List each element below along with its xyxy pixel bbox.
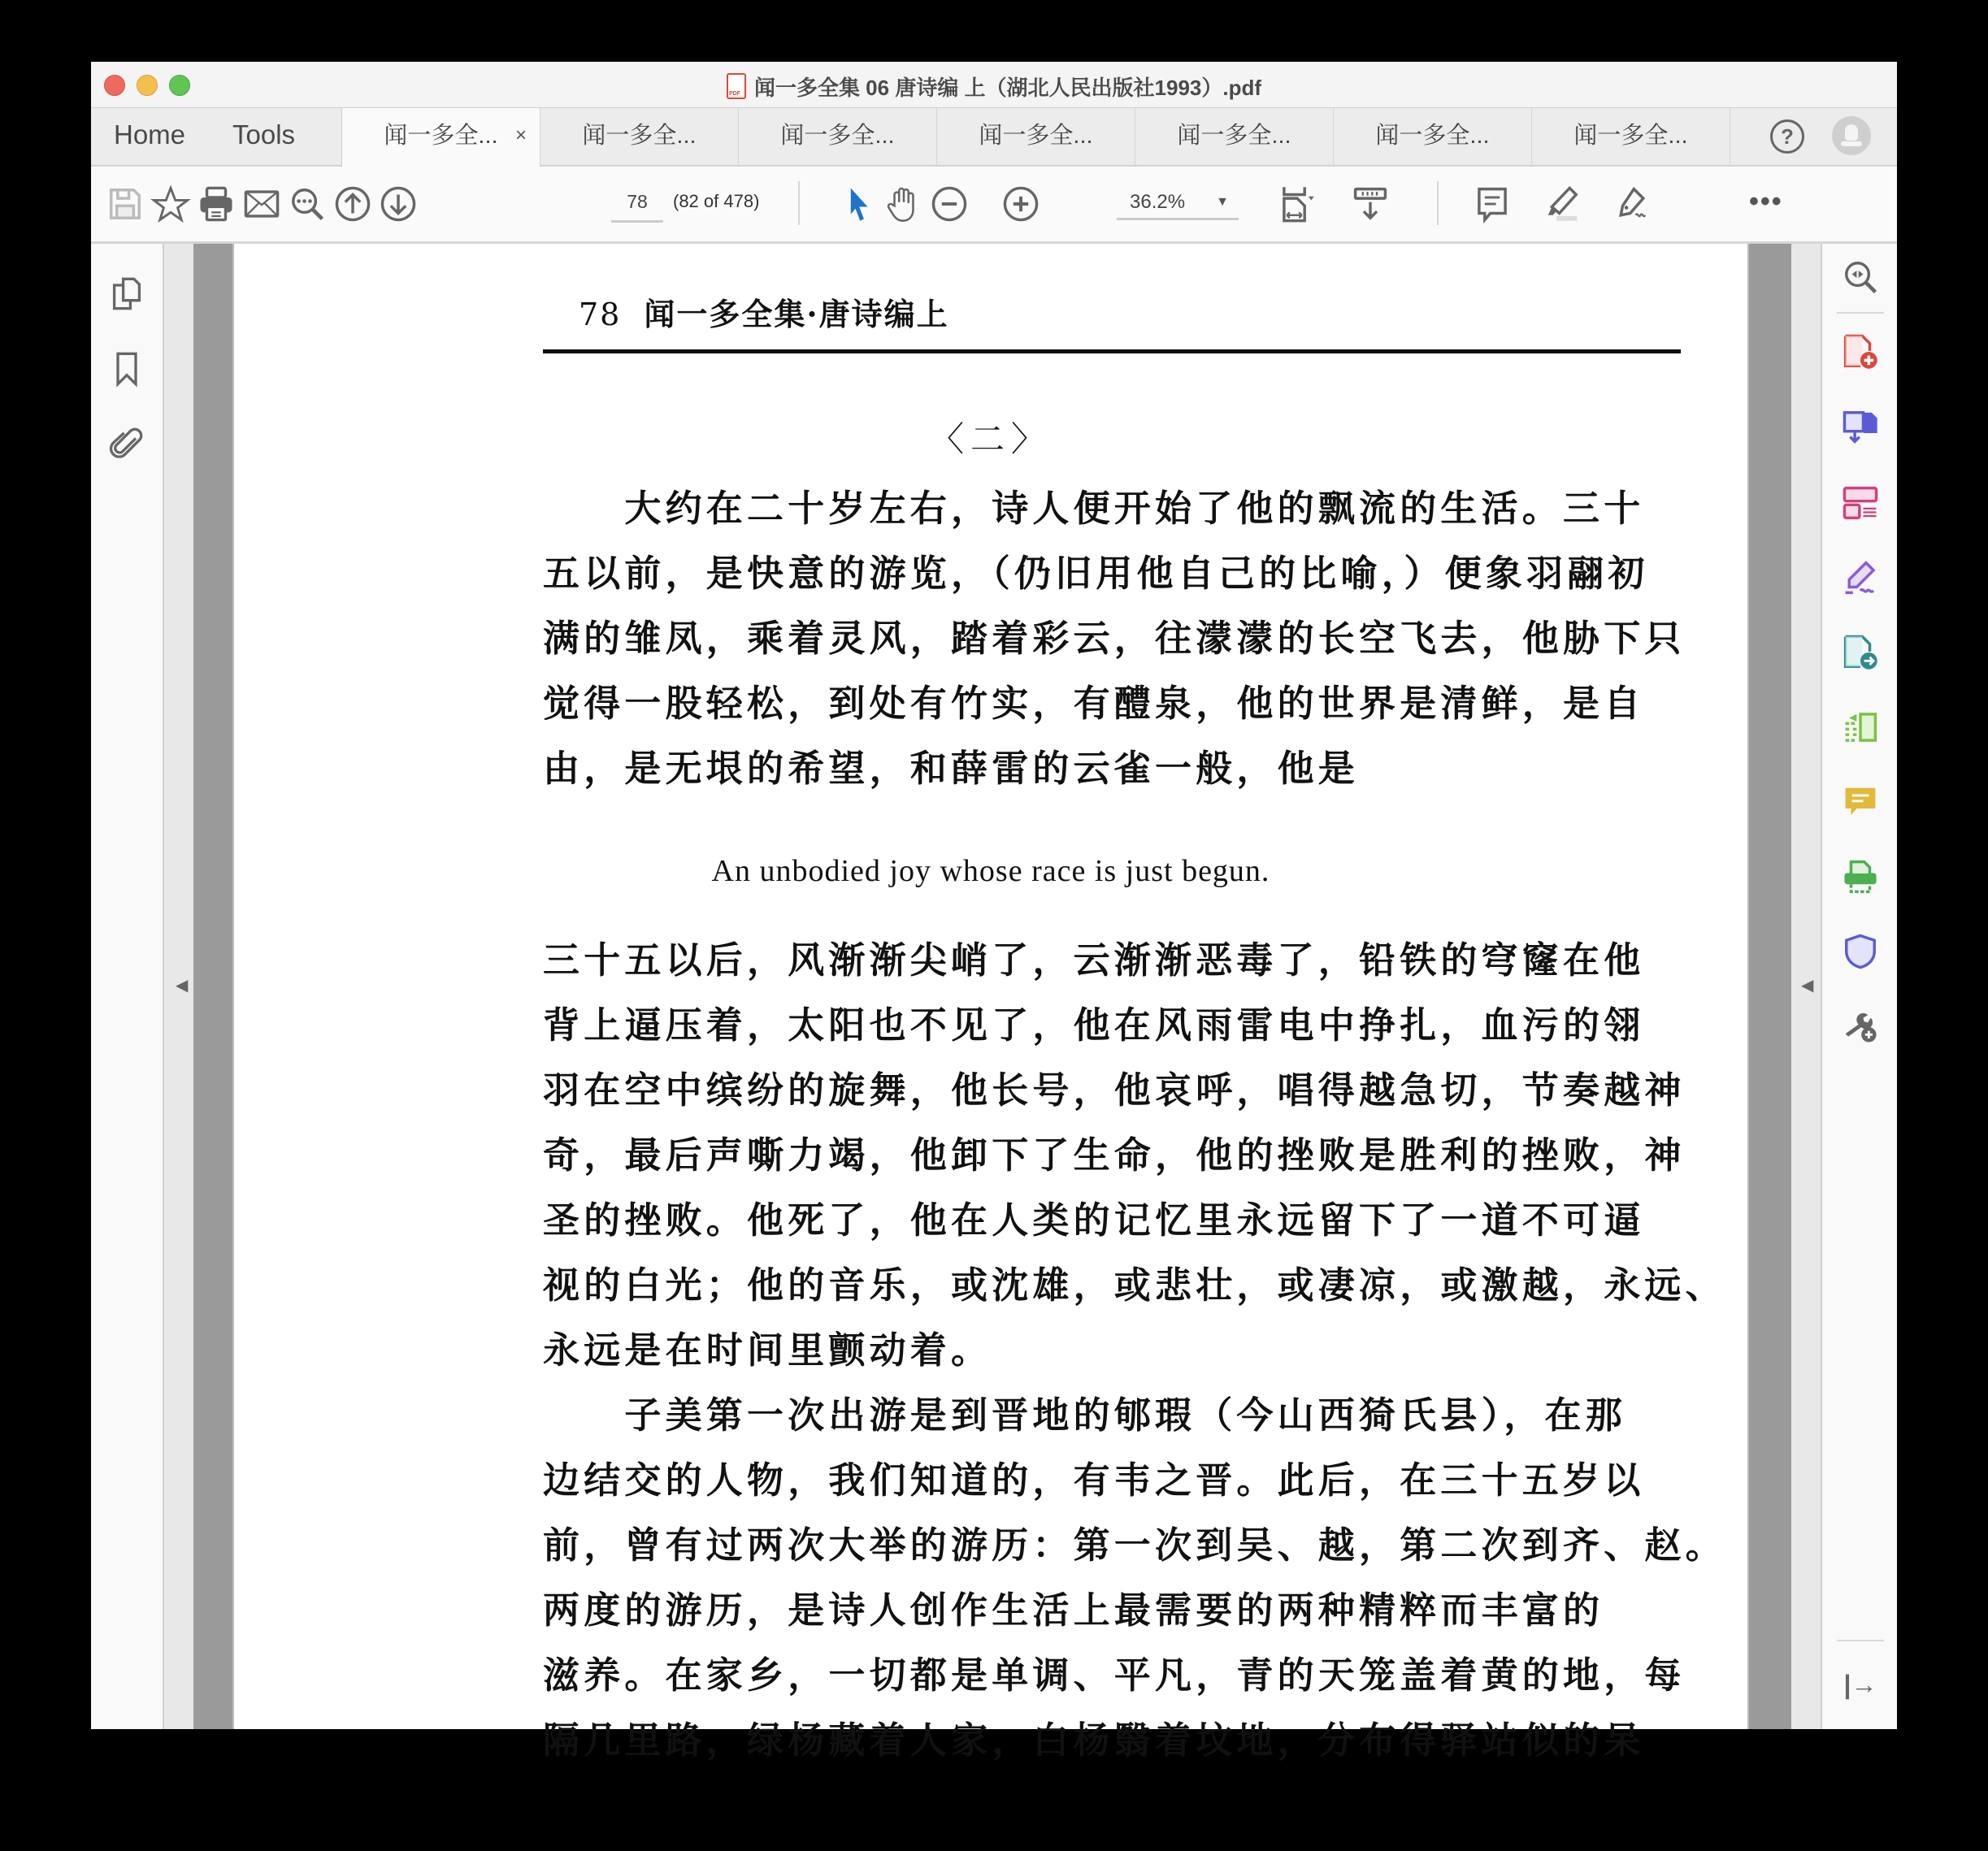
collapse-right-panel-icon[interactable]: ◀ xyxy=(1801,977,1814,995)
zoom-in-icon[interactable] xyxy=(1001,184,1040,223)
text-line: 两度的游历，是诗人创作生活上最需要的两种精粹而丰富的 xyxy=(543,1589,1604,1632)
text-line: 边结交的人物，我们知道的，有韦之晋。此后，在三十五岁以 xyxy=(543,1459,1645,1502)
pdf-file-icon xyxy=(727,73,746,99)
help-icon[interactable]: ? xyxy=(1770,119,1804,154)
zoom-level-value: 36.2% xyxy=(1130,191,1186,213)
text-line: 羽在空中缤纷的旋舞，他长号，他哀呼，唱得越急切，节奏越神 xyxy=(543,1069,1686,1112)
right-tools-pane xyxy=(1822,244,1897,1729)
document-tab[interactable]: 闻一多全... xyxy=(936,108,1135,167)
document-tab[interactable]: 闻一多全... xyxy=(1531,108,1730,167)
collapse-left-panel-icon[interactable]: ◀ xyxy=(176,977,189,995)
chevron-down-icon: ▼ xyxy=(1216,195,1229,209)
text-line: 永远是在时间里颤动着。 xyxy=(543,1329,992,1372)
sign-icon[interactable] xyxy=(1613,184,1652,223)
email-icon[interactable] xyxy=(242,184,281,223)
comment-tool-icon[interactable] xyxy=(1842,783,1879,821)
section-title: 〈二〉 xyxy=(929,419,1052,459)
document-tab-active[interactable] xyxy=(341,108,540,167)
running-head-title: 闻一多全集·唐诗编上 xyxy=(644,296,949,332)
more-icon[interactable]: ••• xyxy=(1749,186,1783,217)
fill-sign-tool-icon[interactable] xyxy=(1842,559,1879,596)
hand-icon[interactable] xyxy=(884,184,923,223)
text-line: 三十五以后，风渐渐尖峭了，云渐渐恶毒了，铅铁的穹窿在他 xyxy=(543,939,1645,982)
organize-pages-tool-icon[interactable] xyxy=(1842,709,1879,746)
left-sidebar xyxy=(91,244,164,1729)
tab-bar-spacer xyxy=(1730,108,1897,167)
edit-pdf-tool-icon[interactable] xyxy=(1842,484,1879,522)
text-line: 前，曾有过两次大举的游历：第一次到吴、越，第二次到齐、赵。 xyxy=(543,1524,1726,1567)
title-bar xyxy=(91,62,1897,108)
export-pdf-tool-icon[interactable] xyxy=(1842,408,1879,445)
paragraph-3 xyxy=(543,1383,1726,1773)
print-icon[interactable] xyxy=(197,184,236,223)
zoom-search-tool-icon[interactable] xyxy=(1842,258,1879,296)
toolbar-divider xyxy=(1437,181,1439,225)
bookmark-star-icon[interactable] xyxy=(151,184,190,223)
document-gutter-left xyxy=(193,244,234,1729)
tab-bar xyxy=(91,108,1897,167)
window-title: PDF闻一多全集 06 唐诗编 上（湖北人民出版社1993）.pdf xyxy=(91,72,1897,102)
select-cursor-icon[interactable] xyxy=(839,184,878,223)
document-tab[interactable]: 闻一多全... xyxy=(1135,108,1333,167)
scan-ocr-tool-icon[interactable] xyxy=(1842,858,1879,895)
attachments-icon[interactable] xyxy=(109,426,145,462)
text-line: 奇，最后声嘶力竭，他卸下了生命，他的挫败是胜利的挫败，神 xyxy=(543,1134,1686,1177)
page-thumbnails-icon[interactable] xyxy=(109,276,145,312)
document-gutter-right xyxy=(1747,244,1793,1729)
tab-tools[interactable]: Tools xyxy=(232,119,296,150)
send-for-review-tool-icon[interactable] xyxy=(1842,634,1879,671)
create-pdf-tool-icon[interactable] xyxy=(1842,333,1879,371)
text-line: 视的白光；他的音乐，或沈雄，或悲壮，或凄凉，或激越，永远、 xyxy=(543,1264,1726,1307)
document-tab[interactable]: 闻一多全... xyxy=(738,108,936,167)
bookmarks-icon[interactable] xyxy=(109,351,145,387)
document-tab[interactable]: 闻一多全... xyxy=(1333,108,1531,167)
text-line: 滋养。在家乡，一切都是单调、平凡，青的天笼盖着黄的地，每 xyxy=(543,1654,1686,1697)
expand-panel-icon[interactable]: |→ xyxy=(1843,1670,1877,1699)
page-number: 78 xyxy=(579,297,622,332)
text-line: 子美第一次出游是到晋地的郇瑕（今山西猗氏县），在那 xyxy=(543,1394,1626,1437)
toolbar-divider xyxy=(798,181,800,225)
save-icon[interactable] xyxy=(106,184,145,223)
paragraph-1 xyxy=(543,476,1686,801)
prev-page-icon[interactable] xyxy=(333,184,372,223)
zoom-level-select[interactable] xyxy=(1117,183,1239,220)
text-line: 背上逼压着，太阳也不见了，他在风雨雷电中挣扎，血污的翎 xyxy=(543,1004,1645,1047)
search-icon[interactable] xyxy=(288,184,327,223)
account-avatar[interactable] xyxy=(1832,116,1871,155)
text-line: 满的雏凤，乘着灵风，踏着彩云，往濛濛的长空飞去，他胁下只 xyxy=(543,617,1686,660)
pdf-page xyxy=(234,244,1747,1762)
text-line: 圣的挫败。他死了，他在人类的记忆里永远留下了一道不可逼 xyxy=(543,1199,1645,1242)
text-line: 觉得一股轻松，到处有竹实，有醴泉，他的世界是清鲜，是自 xyxy=(543,682,1645,725)
header-rule xyxy=(543,349,1681,353)
document-tab-label: 闻一多全... xyxy=(384,123,498,149)
fit-page-icon[interactable] xyxy=(1278,184,1317,223)
comment-icon[interactable] xyxy=(1473,184,1512,223)
next-page-icon[interactable] xyxy=(379,184,418,223)
content-area xyxy=(91,244,1897,1762)
page-number-input[interactable]: 78 xyxy=(611,183,663,223)
document-tab[interactable]: 闻一多全... xyxy=(540,108,738,167)
more-tools-icon[interactable] xyxy=(1842,1008,1879,1045)
running-head xyxy=(579,289,949,334)
highlight-icon[interactable] xyxy=(1543,184,1582,223)
text-line: 大约在二十岁左右，诗人便开始了他的飘流的生活。三十 xyxy=(543,487,1645,530)
scroll-mode-icon[interactable] xyxy=(1351,184,1390,223)
text-line: 由，是无垠的希望，和薛雷的云雀一般，他是 xyxy=(543,747,1360,790)
toolbar xyxy=(91,167,1897,244)
page-count: (82 of 478) xyxy=(673,191,760,211)
tools-divider xyxy=(1837,1640,1884,1641)
zoom-out-icon[interactable] xyxy=(930,184,969,223)
protect-tool-icon[interactable] xyxy=(1842,933,1879,970)
app-window xyxy=(91,62,1897,1762)
close-tab-icon[interactable]: × xyxy=(514,124,527,146)
text-line: 五以前，是快意的游览，（仍旧用他自己的比喻，）便象羽翮初 xyxy=(543,552,1649,595)
english-quote: An unbodied joy whose race is just begun. xyxy=(711,854,1270,888)
paragraph-2 xyxy=(543,928,1726,1383)
text-line: 隔几里路，绿杨藏着人家，白杨翳着坟地，分布得驿站似的呆 xyxy=(543,1719,1645,1762)
tab-home[interactable]: Home xyxy=(114,119,186,150)
tools-divider xyxy=(1837,312,1884,314)
